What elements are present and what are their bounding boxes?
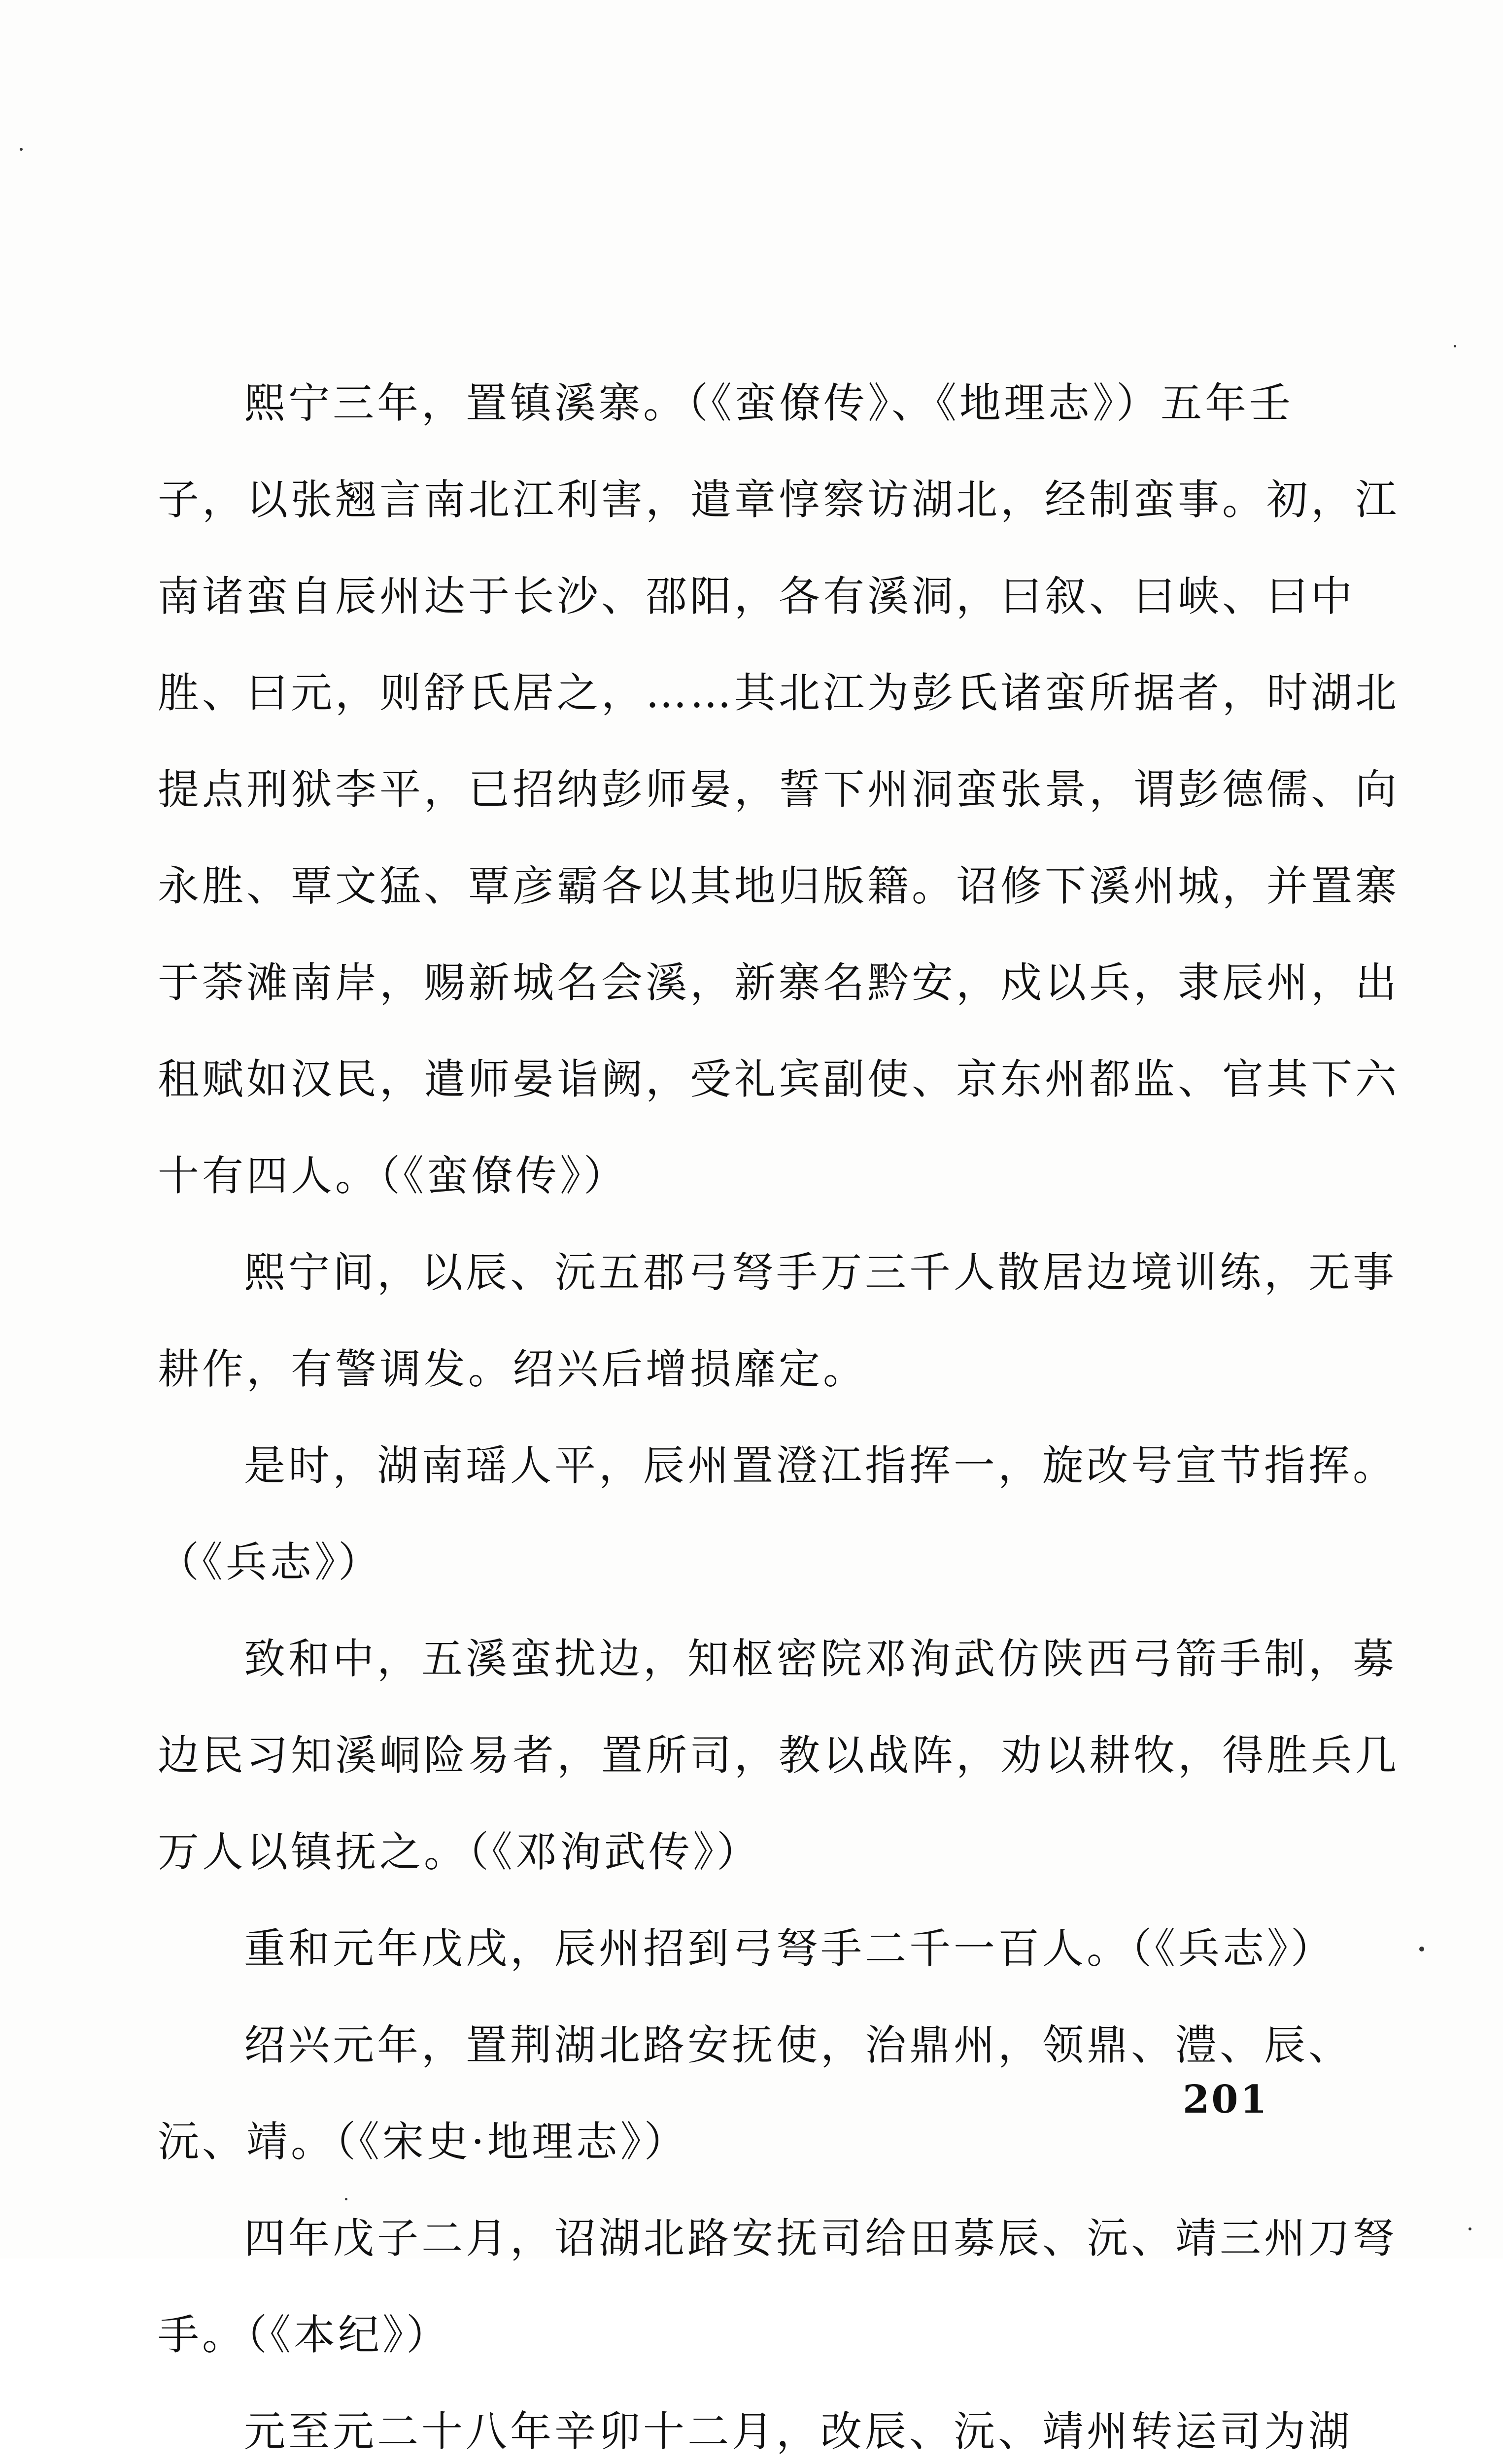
text-line: 子，以张翘言南北江利害，遣章惇察访湖北，经制蛮事。初，江 <box>158 476 1400 524</box>
text-line: 绍兴元年，置荆湖北路安抚使，治鼎州，领鼎、澧、辰、 <box>244 2021 1353 2069</box>
text-line: 于荼滩南岸，赐新城名会溪，新寨名黔安，戍以兵，隶辰州，出 <box>158 958 1400 1007</box>
text-line: 边民习知溪峒险易者，置所司，教以战阵，劝以耕牧，得胜兵几 <box>158 1731 1400 1780</box>
text-line: 重和元年戊戌，辰州招到弓弩手二千一百人。（《兵志》） <box>244 1924 1335 1973</box>
text-line: 熙宁间，以辰、沅五郡弓弩手万三千人散居边境训练，无事 <box>244 1248 1398 1297</box>
text-line: 租赋如汉民，遣师晏诣阙，受礼宾副使、京东州都监、官其下六 <box>158 1055 1400 1103</box>
text-line: （《兵志》） <box>158 1538 383 1586</box>
scan-speck <box>20 148 23 151</box>
text-line: 元至元二十八年辛卯十二月，改辰、沅、靖州转运司为湖 <box>244 2407 1353 2456</box>
text-line: 万人以镇抚之。（《邓洵武传》） <box>158 1828 761 1876</box>
body-text <box>158 355 1400 2464</box>
text-line: 耕作，有警调发。绍兴后增损靡定。 <box>158 1345 868 1393</box>
text-line: 四年戊子二月，诏湖北路安抚司给田募辰、沅、靖三州刀弩 <box>244 2214 1398 2262</box>
scan-speck <box>1469 2227 1471 2230</box>
scan-speck <box>345 2198 347 2200</box>
text-line: 胜、曰元，则舒氏居之，……其北江为彭氏诸蛮所据者，时湖北 <box>158 669 1400 717</box>
scan-speck <box>1454 345 1456 347</box>
scan-speck <box>1419 1947 1424 1951</box>
page-number: 201 <box>1183 2077 1269 2122</box>
text-line: 手。（《本纪》） <box>158 2311 451 2359</box>
text-line: 十有四人。（《蛮僚传》） <box>158 1152 628 1200</box>
text-line: 南诸蛮自辰州达于长沙、邵阳，各有溪洞，曰叙、曰峡、曰中 <box>158 572 1356 620</box>
text-line: 提点刑狱李平，已招纳彭师晏，誓下州洞蛮张景，谓彭德儒、向 <box>158 765 1400 814</box>
text-line: 致和中，五溪蛮扰边，知枢密院邓洵武仿陕西弓箭手制，募 <box>244 1635 1398 1683</box>
text-line: 是时，湖南瑶人平，辰州置澄江指挥一，旋改号宣节指挥。 <box>244 1441 1398 1490</box>
text-line: 熙宁三年，置镇溪寨。（《蛮僚传》、《地理志》）五年壬 <box>244 379 1294 427</box>
text-line: 永胜、覃文猛、覃彦霸各以其地归版籍。诏修下溪州城，并置寨 <box>158 862 1400 910</box>
text-line: 沅、靖。（《宋史·地理志》） <box>158 2118 688 2166</box>
